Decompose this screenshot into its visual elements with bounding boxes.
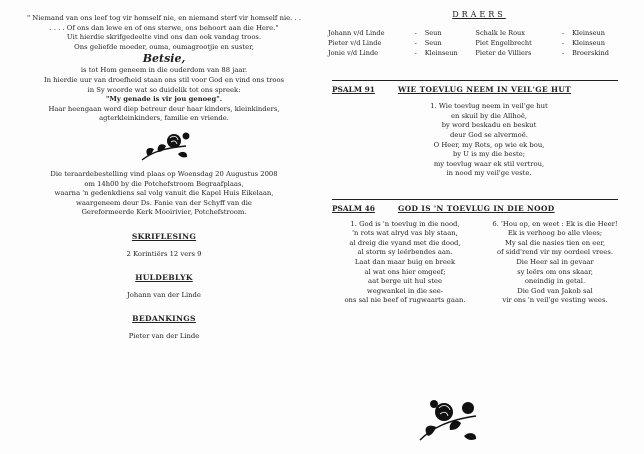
bearer-relation: Kleinseun (571, 28, 606, 37)
bearer-name: Johann v/d Linde (328, 28, 385, 37)
verse-line: al dreig die vyand met die dood, (349, 238, 461, 247)
dash: - (561, 48, 565, 57)
verse-line: 1. Wie toevlug neem in veil'ge hut (430, 102, 548, 111)
divider (332, 80, 618, 81)
psalm46-verse-1 (330, 220, 480, 306)
section-title-huldeblyk: HULDEBLYK (135, 273, 193, 283)
psalm46-verse-6 (480, 220, 630, 306)
section-body-bedankings: Pieter van der Linde (128, 331, 200, 340)
psalm46-header (332, 204, 632, 214)
verse-line: 6. 'Hou op, en weet : Ek is die Heer! (492, 219, 618, 228)
rose-icon (134, 130, 194, 164)
info-line: is tot Hom geneem in die ouderdom van 88 jaar. (80, 66, 248, 75)
dash: - (414, 38, 417, 47)
dash: - (414, 28, 417, 37)
bearer-relation: Kleinseun (424, 48, 458, 57)
section-title-bedankings: BEDANKINGS (132, 314, 196, 324)
verse-line: deur God se alvermoë. (450, 130, 528, 139)
verse-line: oneindig in getal. (524, 277, 586, 286)
verse-line: of sidd'rend vir my oordeel vrees. (497, 248, 613, 257)
verse-line: O Heer, my Rots, op wie ek bou, (433, 140, 545, 149)
verse-line: ons sal nie beef of rugwaarts gaan. (344, 296, 466, 305)
verse-line: Die Heer sal in gevaar (516, 257, 594, 266)
bearer-relation: Kleinseun (571, 38, 606, 47)
intro-line: Uit hierdie skrifgedeelte vind ons dan ook vandag troos. (66, 33, 262, 42)
bearer-name: Pieter v/d Linde (328, 38, 382, 47)
verse-line: my toevlug waar ek stil vertrou, (433, 159, 545, 168)
funeral-line: Gereformeerde Kerk Mooirivier, Potchefstroom. (81, 208, 247, 217)
verse-line: al wat ons hier omgeef; (364, 267, 446, 276)
psalm91-label: PSALM 91 (332, 84, 375, 94)
info-line: in Sy woorde wat so duidelik tot ons spreek: (87, 85, 241, 94)
psalm91-header (332, 85, 632, 95)
verse-line: wegwankel in die see- (366, 286, 444, 295)
psalm91-text (326, 102, 632, 179)
funeral-line: waarna 'n gedenkdiens sal volg vanuit die Kapel Huis Eikelaan, (54, 189, 274, 198)
verse-line: aat berge uit hul stee (368, 277, 442, 286)
funeral-line: om 14h00 by die Potchefstroom Begraafplaas, (84, 179, 244, 188)
info-line: agterkleinkinders, familie en vriende. (99, 114, 229, 123)
right-column (326, 10, 632, 306)
verse-line: vir ons 'n veil'ge vesting wees. (502, 296, 608, 305)
psalm91-title: WIE TOEVLUG NEEM IN VEIL'GE HUT (398, 84, 572, 94)
verse-line: 'n rots wat alryd vas bly staan, (352, 229, 458, 238)
bearer-relation: Seun (424, 28, 442, 37)
scripture-quote: "My genade is vir jou genoeg". (105, 95, 223, 104)
dash: - (414, 48, 417, 57)
deceased-name: Betsie, (142, 52, 186, 66)
section-body-huldeblyk: Johann van der Linde (127, 290, 201, 299)
draers-title: DRAERS (452, 10, 506, 19)
info-line: Haar heengaan word diep betreur deur haar kinders, kleinkinders, (48, 104, 280, 113)
verse-line: My sal die nasies tien en eer, (504, 238, 606, 247)
psalm46-title: GOD IS 'N TOEVLUG IN DIE NOOD (398, 203, 555, 213)
bearer-relation: Seun (424, 38, 442, 47)
section-title-skriflesing: SKRIFLESING (131, 231, 197, 241)
verse-line: sy leërs om ons skaar, (517, 267, 593, 276)
left-column (14, 14, 314, 341)
funeral-line: Die teraardebestelling vind plaas op Woensdag 20 Augustus 2008 (50, 169, 278, 178)
bearer-relation: Broerskind (571, 48, 609, 57)
funeral-line: waargeneem deur Ds. Fanie van der Schyff van die (76, 198, 252, 207)
verse-line: in nood my veil'ge veste. (446, 169, 532, 178)
bearer-name: Piet Engelbrecht (475, 38, 532, 47)
table-row (326, 38, 626, 48)
dash: - (561, 28, 565, 37)
psalm46-text (330, 220, 632, 306)
verse-line: en skuil by die Allhoë, (450, 111, 528, 120)
intro-line: Ons geliefde moeder, ouma, oumagrootjie en suster, (74, 42, 254, 51)
verse-line: Laat dan maar buig en breek (354, 257, 456, 266)
verse-line: by U is my die beste; (452, 150, 526, 159)
draers-table (326, 28, 626, 58)
verse-line: al storm sy leërbendes aan. (357, 248, 453, 257)
divider (332, 199, 618, 200)
intro-line: . . . . Of ons dan lewe en of ons sterwe, ons behoort aan die Here." (49, 23, 279, 32)
intro-line: " Niemand van ons leef tog vir homself nie, en niemand sterf vir homself nie. . . (27, 14, 301, 22)
dash: - (561, 38, 565, 47)
verse-line: Die God van Jakob sal (517, 286, 593, 295)
verse-line: by word beskadu en beskut (441, 121, 537, 130)
table-row (326, 48, 626, 58)
section-body-skriflesing: 2 Korintiërs 12 vers 9 (126, 249, 202, 258)
psalm46-label: PSALM 46 (332, 203, 375, 213)
info-line: In hierdie uur van droefheid staan ons stil voor God en vind ons troos (43, 75, 285, 84)
rose-icon (414, 396, 484, 446)
bearer-name: Pieter de Villiers (475, 48, 532, 57)
verse-line: 1. God is 'n toevlug in die nood, (350, 219, 460, 228)
bearer-name: Jonie v/d Linde (328, 48, 379, 57)
table-row (326, 28, 626, 38)
verse-line: Ek is verhoog bo alle vlees; (507, 229, 603, 238)
bearer-name: Schalk le Roux (475, 28, 526, 37)
